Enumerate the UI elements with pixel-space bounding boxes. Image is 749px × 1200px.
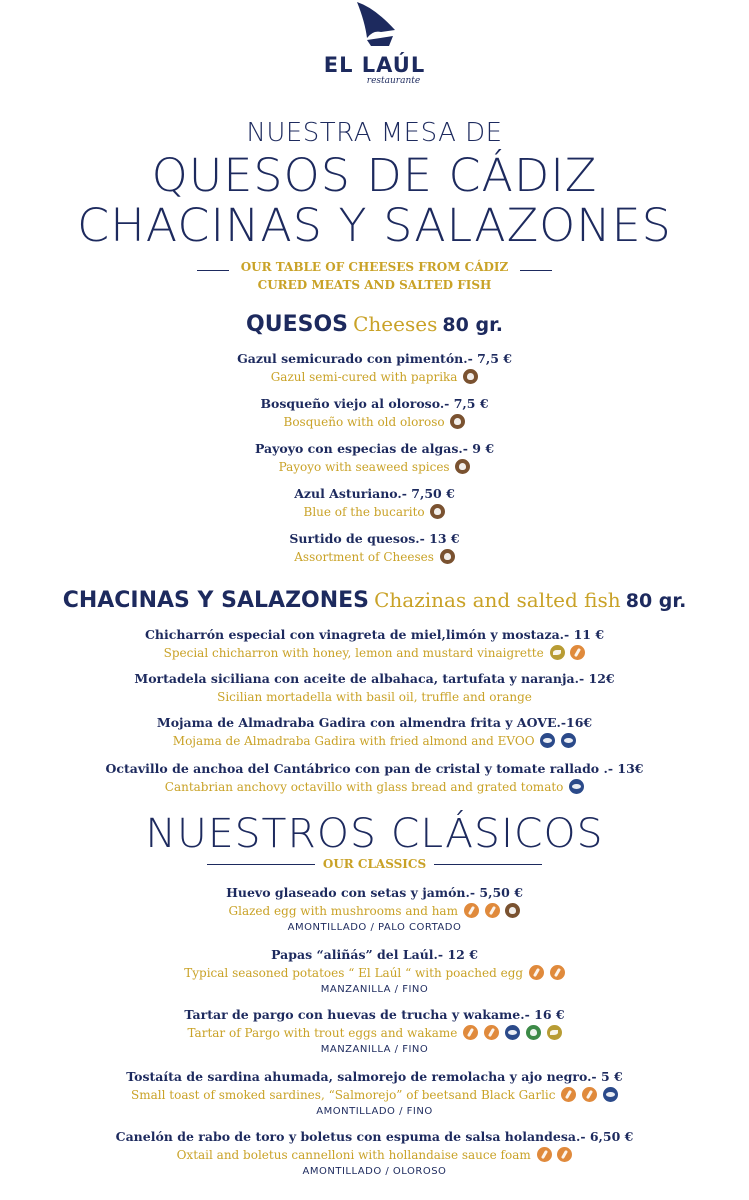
allergen-icon — [569, 779, 584, 794]
allergen-icon — [450, 414, 465, 429]
allergen-icon — [455, 459, 470, 474]
menu-item-english-text: Special chicharron with honey, lemon and mustard vinaigrette — [163, 646, 544, 660]
menu-item — [0, 530, 749, 566]
logo — [0, 0, 749, 86]
allergen-icon — [540, 733, 555, 748]
heading-subtitle — [0, 258, 749, 294]
heading-sub1: OUR TABLE OF CHEESES FROM CÁDIZ — [240, 260, 509, 274]
brand-name: EL LAÚL — [323, 53, 426, 77]
menu-item-pairing: AMONTILLADO / OLOROSO — [302, 1166, 447, 1177]
menu-item-english-text: Sicilian mortadella with basil oil, truffle and orange — [217, 690, 532, 704]
allergen-icon — [570, 645, 585, 660]
allergen-icon — [550, 645, 565, 660]
heading-line2: CHACINAS Y SALAZONES — [77, 199, 672, 252]
menu-item — [0, 670, 749, 706]
menu-item — [0, 485, 749, 521]
menu-item-title: Chicharrón especial con vinagreta de miel,limón y mostaza.- 11 € — [144, 627, 605, 642]
allergen-icon — [505, 903, 520, 918]
section-clasicos-title: NUESTROS CLÁSICOS — [145, 811, 604, 857]
menu-item-english-text: Small toast of smoked sardines, “Salmorejo” of beetsand Black Garlic — [131, 1088, 556, 1102]
menu-item-pairing: AMONTILLADO / FINO — [316, 1106, 433, 1117]
menu-item-english — [0, 688, 749, 706]
menu-item-title: Surtido de quesos.- 13 € — [289, 531, 460, 546]
menu-item-pairing: AMONTILLADO / PALO CORTADO — [287, 922, 462, 933]
section-clasicos-subtitle — [0, 855, 749, 873]
allergen-icon — [485, 903, 500, 918]
menu-item-english — [0, 902, 749, 920]
allergen-icon — [430, 504, 445, 519]
divider — [520, 270, 552, 271]
menu-item-english — [0, 778, 749, 796]
allergen-icon — [582, 1087, 597, 1102]
menu-item — [0, 1068, 749, 1120]
menu-item-title: Canelón de rabo de toro y boletus con espuma de salsa holandesa.- 6,50 € — [115, 1129, 634, 1144]
menu-item-english — [0, 548, 749, 566]
menu-item — [0, 626, 749, 662]
allergen-icon — [463, 1025, 478, 1040]
menu-item-title: Payoyo con especias de algas.- 9 € — [254, 441, 495, 456]
allergen-icon — [603, 1087, 618, 1102]
section-weight: 80 gr. — [442, 314, 503, 336]
menu-item-english-text: Oxtail and boletus cannelloni with hollandaise sauce foam — [176, 1148, 531, 1162]
allergen-icon — [550, 965, 565, 980]
menu-item-title: Tartar de pargo con huevas de trucha y wakame.- 16 € — [184, 1007, 565, 1022]
menu-item-english-text: Cantabrian anchovy octavillo with glass bread and grated tomato — [164, 780, 564, 794]
menu-item-english-text: Gazul semi-cured with paprika — [270, 370, 458, 384]
menu-item-english-text: Bosqueño with old oloroso — [283, 415, 445, 429]
allergen-icon — [529, 965, 544, 980]
section-title-es: QUESOS — [246, 312, 349, 337]
menu-item — [0, 1006, 749, 1058]
heading-line1: QUESOS DE CÁDIZ — [151, 149, 598, 202]
section-weight: 80 gr. — [625, 590, 687, 612]
allergen-icon — [537, 1147, 552, 1162]
menu-item — [0, 395, 749, 431]
divider — [197, 270, 229, 271]
allergen-icon — [547, 1025, 562, 1040]
section-title-en: Cheeses — [353, 312, 438, 336]
menu-item-english-text: Typical seasoned potatoes “ El Laúl “ with poached egg — [184, 966, 524, 980]
menu-item-english-text: Glazed egg with mushrooms and ham — [228, 904, 458, 918]
menu-item-english-text: Tartar of Pargo with trout eggs and wakame — [187, 1026, 458, 1040]
menu-item-pairing: MANZANILLA / FINO — [320, 1044, 429, 1055]
menu-item-pairing: MANZANILLA / FINO — [320, 984, 429, 995]
section-chacinas-header — [0, 588, 749, 613]
section-title-es: CHACINAS Y SALAZONES — [62, 588, 370, 613]
menu-item — [0, 440, 749, 476]
menu-item-english-text: Assortment of Cheeses — [294, 550, 434, 564]
menu-item-english — [0, 413, 749, 431]
allergen-icon — [561, 1087, 576, 1102]
menu-item-title: Mojama de Almadraba Gadira con almendra frita y AOVE.-16€ — [156, 715, 593, 730]
allergen-icon — [561, 733, 576, 748]
heading-sub2: CURED MEATS AND SALTED FISH — [257, 278, 492, 292]
menu-item-title: Octavillo de anchoa del Cantábrico con pan de cristal y tomate rallado .- 13€ — [105, 761, 644, 776]
menu-item-english — [0, 368, 749, 386]
menu-item — [0, 1128, 749, 1180]
clasicos-subtitle-text: OUR CLASSICS — [322, 857, 427, 871]
menu-item — [0, 884, 749, 936]
menu-item-english-text: Blue of the bucarito — [303, 505, 425, 519]
menu-item-title: Azul Asturiano.- 7,50 € — [294, 486, 455, 501]
allergen-icon — [484, 1025, 499, 1040]
menu-item-title: Bosqueño viejo al oloroso.- 7,5 € — [260, 396, 489, 411]
menu-item-english — [0, 732, 749, 750]
section-title-en: Chazinas and salted fish — [374, 588, 621, 612]
menu-item-title: Mortadela siciliana con aceite de albahaca, tartufata y naranja.- 12€ — [134, 671, 615, 686]
menu-item-title: Tostaíta de sardina ahumada, salmorejo de remolacha y ajo negro.- 5 € — [126, 1069, 623, 1084]
menu-item — [0, 760, 749, 796]
allergen-icon — [463, 369, 478, 384]
allergen-icon — [440, 549, 455, 564]
menu-item-title: Papas “aliñás” del Laúl.- 12 € — [271, 947, 478, 962]
menu-item-english — [0, 1086, 749, 1104]
menu-item-english-text: Mojama de Almadraba Gadira with fried almond and EVOO — [172, 734, 535, 748]
menu-item-title: Huevo glaseado con setas y jamón.- 5,50 € — [226, 885, 523, 900]
menu-item-english — [0, 503, 749, 521]
menu-item — [0, 946, 749, 998]
menu-item-title: Gazul semicurado con pimentón.- 7,5 € — [237, 351, 512, 366]
sailboat-logo-icon — [345, 0, 405, 56]
menu-item-english — [0, 1146, 749, 1164]
menu-item-english — [0, 458, 749, 476]
menu-item-english-text: Payoyo with seaweed spices — [278, 460, 450, 474]
heading-small: NUESTRA MESA DE — [246, 118, 503, 148]
menu-item — [0, 350, 749, 386]
allergen-icon — [526, 1025, 541, 1040]
allergen-icon — [464, 903, 479, 918]
menu-item-english — [0, 964, 749, 982]
menu-item-english — [0, 644, 749, 662]
allergen-icon — [505, 1025, 520, 1040]
divider — [434, 864, 542, 865]
section-quesos-header — [0, 312, 749, 337]
divider — [207, 864, 315, 865]
brand-subtitle: restaurante — [366, 76, 421, 86]
allergen-icon — [557, 1147, 572, 1162]
menu-item — [0, 714, 749, 750]
menu-item-english — [0, 1024, 749, 1042]
